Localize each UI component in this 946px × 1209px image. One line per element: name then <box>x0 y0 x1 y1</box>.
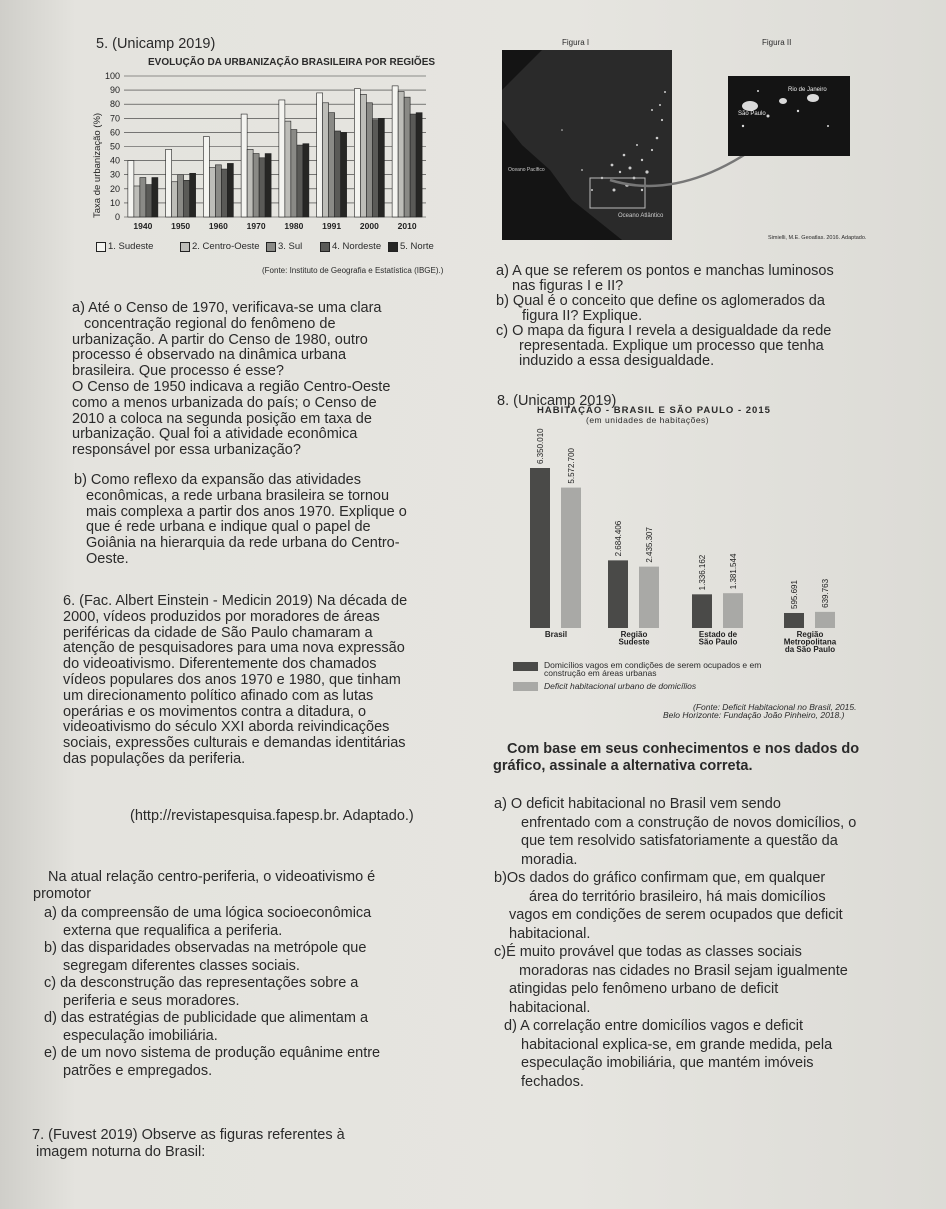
label-sao-paulo: São Paulo <box>738 111 766 117</box>
q5-b-line: b) Como reflexo da expansão das atividades <box>74 472 361 488</box>
q7-a-line: nas figuras I e II? <box>512 277 624 294</box>
bar-1940-series-1 <box>128 161 134 217</box>
q6-option-line: externa que requalifica a periferia. <box>63 922 283 939</box>
q8-option-line: habitacional. <box>509 925 591 942</box>
q7-a-line: a) A que se referem os pontos e manchas luminosos <box>496 263 834 279</box>
housing-category-label: Metropolitana <box>783 637 837 647</box>
q5-a-line: concentração regional do fenômeno de <box>84 315 336 332</box>
q6-text-line: operárias e os movimentos contra a ditadura, o <box>63 703 367 720</box>
housing-bar-4-deficit <box>815 612 835 628</box>
night-map-southeast <box>728 76 850 156</box>
legend-label: 3. Sul <box>278 241 303 252</box>
q8-prompt-2: gráfico, assinale a alternativa correta. <box>493 758 753 774</box>
legend-swatch-dark <box>513 662 538 671</box>
bar-1970-series-4 <box>259 158 265 217</box>
bar-2010-series-2 <box>398 92 404 217</box>
q7-c-line: c) O mapa da figura I revela a desigualdade da rede <box>496 323 832 339</box>
legend-swatch <box>320 242 330 252</box>
q6-text-line: das populações da periferia. <box>63 751 246 767</box>
bar-2010-series-4 <box>410 114 416 217</box>
bar-1980-series-2 <box>285 121 291 217</box>
figures-credit: Simielli, M.E. Geoatlas. 2016. Adaptado. <box>768 235 867 241</box>
q8-option-line: que tem resolvido satisfatoriamente a questão da <box>521 833 838 849</box>
bar-1940-series-3 <box>140 178 146 217</box>
x-tick-label: 1950 <box>171 221 191 231</box>
bar-2010-series-3 <box>404 97 410 217</box>
legend-swatch-light <box>513 682 538 691</box>
y-tick-label: 100 <box>104 71 120 81</box>
y-tick-label: 50 <box>109 141 120 152</box>
bar-2000-series-1 <box>354 89 360 217</box>
y-tick-label: 0 <box>114 212 120 222</box>
legend-swatch <box>180 242 190 252</box>
bar-1950-series-1 <box>166 149 172 217</box>
x-tick-label: 1940 <box>133 221 153 231</box>
bar-2000-series-3 <box>366 103 372 217</box>
bar-1970-series-5 <box>265 154 271 217</box>
figure-1-label: Figura I <box>562 38 590 47</box>
q5-a-line: a) Até o Censo de 1970, verificava-se uma clara <box>72 300 382 316</box>
q5-a-line: processo é observado na dinâmica urbana <box>72 347 347 364</box>
q5-a-line: brasileira. Que processo é esse? <box>72 363 284 380</box>
bar-2010-series-1 <box>392 86 398 217</box>
q8-option-line[interactable]: b)Os dados do gráfico confirmam que, em qualquer <box>494 870 826 886</box>
housing-chart <box>508 420 888 660</box>
q8-option-line[interactable]: c)É muito provável que todas as classes sociais <box>494 944 802 960</box>
q5-b-line: mais complexa a partir dos anos 1970. Explique o <box>86 503 407 520</box>
housing-category-label: Sudeste <box>618 637 650 647</box>
q8-option-line[interactable]: d) A correlação entre domicílios vagos e deficit <box>504 1018 804 1034</box>
q8-prompt-1: Com base em seus conhecimentos e nos dados do <box>507 741 860 757</box>
q6-text-line: videoativismo do século XXI aborda reivindicações <box>63 719 390 736</box>
q6-prompt-line: promotor <box>33 886 92 902</box>
q8-header: 8. (Unicamp 2019) <box>497 393 617 409</box>
housing-value-label: 1.336.162 <box>698 554 707 591</box>
legend-label: 5. Norte <box>400 241 434 252</box>
q6-option-line: segregam diferentes classes sociais. <box>63 957 300 974</box>
bar-1950-series-4 <box>184 180 190 217</box>
housing-category-label: Brasil <box>544 630 568 639</box>
x-tick-label: 2000 <box>359 221 379 231</box>
q6-option-line: periferia e seus moradores. <box>63 992 240 1009</box>
bar-1950-series-2 <box>172 182 178 217</box>
q6-source: (http://revistapesquisa.fapesp.br. Adaptado.) <box>130 808 414 824</box>
q6-text-line: 2000, vídeos produzidos por moradores de áreas <box>63 608 380 625</box>
housing-value-label: 639.763 <box>821 578 830 608</box>
q8-option-line: habitacional. <box>509 999 591 1016</box>
bar-1960-series-2 <box>209 168 215 217</box>
housing-bar-1-vacant <box>530 468 550 628</box>
bar-1950-series-5 <box>190 173 196 217</box>
q8-option-line[interactable]: a) O deficit habitacional no Brasil vem sendo <box>494 796 781 812</box>
q5-a-line: urbanização. A partir do Censo de 1980, outro <box>72 331 368 348</box>
housing-category-label: Estado de <box>698 630 738 639</box>
q8-source-1: (Fonte: Deficit Habitacional no Brasil, 2015. <box>693 702 857 712</box>
legend-label: 1. Sudeste <box>108 241 154 252</box>
bar-1991-series-5 <box>341 132 347 217</box>
bar-1960-series-3 <box>215 165 221 217</box>
housing-category-label: Região <box>620 630 648 639</box>
q8-option-line: atingidas pelo fenômeno urbano de deficit <box>509 981 779 997</box>
bar-1940-series-4 <box>146 185 152 217</box>
q5-a-line: responsável por essa urbanização? <box>72 442 301 459</box>
label-pacific: Oceano Pacífico <box>508 167 545 173</box>
bar-1970-series-3 <box>253 154 259 217</box>
q6-text-line: do videoativismo. Diferentemente dos chamados <box>63 656 377 673</box>
x-tick-label: 1960 <box>208 221 228 231</box>
bar-1980-series-5 <box>303 144 309 217</box>
legend-light: Deficit habitacional urbano de domicílios <box>544 681 697 691</box>
bar-1970-series-2 <box>247 149 253 217</box>
q6-text-line: 6. (Fac. Albert Einstein - Medicin 2019) Na década de <box>63 593 408 609</box>
legend-label: 4. Nordeste <box>332 241 382 252</box>
bar-1960-series-5 <box>227 163 233 217</box>
q6-option-line: especulação imobiliária. <box>63 1027 218 1044</box>
legend-dark-line1: Domicílios vagos em condições de serem ocupados e em <box>544 660 762 670</box>
q8-option-line: fechados. <box>521 1073 584 1090</box>
q6-option-line[interactable]: c) da desconstrução das representações sobre a <box>44 975 359 991</box>
q5-a-line: 2010 a coloca na segunda posição em taxa de <box>72 410 372 427</box>
q6-text-line: sociais, expressões culturais e demandas identitárias <box>63 735 406 752</box>
housing-bar-2-deficit <box>639 567 659 628</box>
housing-value-label: 595.691 <box>790 580 799 609</box>
q6-option-line: patrões e empregados. <box>63 1062 213 1079</box>
housing-value-label: 1.381.544 <box>729 553 738 590</box>
bar-1940-series-5 <box>152 178 158 217</box>
bar-2000-series-4 <box>372 120 378 217</box>
x-tick-label: 1970 <box>246 221 266 231</box>
q8-option-line: especulação imobiliária, que mantém imóveis <box>521 1055 814 1071</box>
q6-text-line: um direcionamento político afinado com as lutas <box>63 687 374 704</box>
chart1-title: EVOLUÇÃO DA URBANIZAÇÃO BRASILEIRA POR REGIÕES <box>148 57 436 68</box>
housing-value-label: 2.435.307 <box>645 527 654 563</box>
housing-bar-4-vacant <box>784 613 804 628</box>
q6-text-line: periféricas da cidade de São Paulo chamaram a <box>63 624 373 641</box>
legend-swatch <box>388 242 398 252</box>
q7-header-line: imagem noturna do Brasil: <box>36 1144 206 1160</box>
bar-2000-series-5 <box>378 118 384 217</box>
bar-1991-series-2 <box>323 103 329 217</box>
q8-option-line: área do território brasileiro, há mais domicílios <box>529 888 826 905</box>
bar-1980-series-1 <box>279 100 285 217</box>
q6-text-line: atenção de pesquisadores para uma nova expressão <box>63 640 405 657</box>
label-rio: Rio de Janeiro <box>788 87 827 93</box>
q8-source-2: Belo Horizonte: Fundação João Pinheiro, 2018.) <box>663 710 845 720</box>
housing-bar-3-vacant <box>692 594 712 628</box>
legend-swatch <box>96 242 106 252</box>
label-atlantic: Oceano Atlântico <box>618 213 664 219</box>
q5-source: (Fonte: Instituto de Geografia e Estatística (IBGE).) <box>262 266 444 275</box>
y-tick-label: 80 <box>109 99 120 110</box>
bar-1991-series-1 <box>317 93 323 217</box>
y-tick-label: 30 <box>109 169 120 180</box>
x-tick-label: 1980 <box>284 221 304 231</box>
bar-1991-series-3 <box>329 113 335 217</box>
q6-option-line[interactable]: a) da compreensão de uma lógica socioeconômica <box>44 905 372 921</box>
bar-2010-series-5 <box>416 113 422 217</box>
q5-b-line: econômicas, a rede urbana brasileira se tornou <box>86 487 390 504</box>
bar-1960-series-1 <box>203 137 209 217</box>
q8-option-line: enfrentado com a construção de novos domicílios, o <box>521 814 857 831</box>
q8-option-line: moradia. <box>521 851 578 868</box>
q8-option-line: moradoras nas cidades no Brasil sejam igualmente <box>519 962 848 979</box>
q6-option-line[interactable]: d) das estratégias de publicidade que alimentam a <box>44 1010 369 1026</box>
legend-label: 2. Centro-Oeste <box>192 241 260 252</box>
q5-b-line: Oeste. <box>86 551 129 567</box>
q6-prompt-line: Na atual relação centro-periferia, o videoativismo é <box>48 869 376 885</box>
legend-swatch <box>266 242 276 252</box>
q8-option-line: habitacional explica-se, em grande medida, pela <box>521 1036 833 1053</box>
chart1-y-axis-label: Taxa de urbanização (%) <box>92 112 103 218</box>
y-tick-label: 40 <box>109 155 120 166</box>
q6-text-line: vídeos populares dos anos 1970 e 1980, que tinham <box>63 672 401 688</box>
bar-1970-series-1 <box>241 114 247 217</box>
housing-bar-2-vacant <box>608 560 628 628</box>
q7-header-line: 7. (Fuvest 2019) Observe as figuras referentes à <box>32 1127 345 1143</box>
q6-option-line[interactable]: b) das disparidades observadas na metrópole que <box>44 940 367 956</box>
q5-a-line: urbanização. Qual foi a atividade econômica <box>72 426 358 443</box>
y-tick-label: 20 <box>109 183 120 194</box>
housing-bar-3-deficit <box>723 593 743 628</box>
bar-2000-series-2 <box>360 94 366 217</box>
housing-category-label: São Paulo <box>698 637 738 647</box>
q7-c-line: induzido a essa desigualdade. <box>519 353 715 369</box>
housing-category-label: da São Paulo <box>784 645 836 654</box>
chart2-title: HABITAÇÃO - BRASIL E SÃO PAULO - 2015 <box>537 405 771 416</box>
q5-a-line: O Censo de 1950 indicava a região Centro-Oeste <box>72 379 391 395</box>
y-tick-label: 90 <box>109 85 120 96</box>
q7-c-line: representada. Explique um processo que tenha <box>519 338 824 354</box>
bar-1991-series-4 <box>335 131 341 217</box>
chart2-subtitle: (em unidades de habitações) <box>586 415 710 425</box>
q8-option-line: vagos em condições de serem ocupados que deficit <box>509 907 843 923</box>
y-tick-label: 10 <box>109 197 120 208</box>
housing-value-label: 2.684.406 <box>614 520 623 557</box>
bar-1950-series-3 <box>178 175 184 217</box>
q7-b-line: figura II? Explique. <box>522 307 643 324</box>
q6-option-line[interactable]: e) de um novo sistema de produção equânime entre <box>44 1045 381 1061</box>
bar-1940-series-2 <box>134 186 140 217</box>
housing-value-label: 5.572.700 <box>567 447 576 484</box>
legend-dark-line2: construção em áreas urbanas <box>544 668 657 678</box>
housing-category-label: Região <box>796 630 824 639</box>
y-tick-label: 70 <box>109 113 120 124</box>
bar-1980-series-3 <box>291 130 297 217</box>
x-tick-label: 1991 <box>322 221 342 231</box>
q5-header: 5. (Unicamp 2019) <box>96 36 216 52</box>
q5-b-line: que é rede urbana e indique qual o papel de <box>86 519 371 536</box>
housing-value-label: 6.350.010 <box>536 428 545 464</box>
x-tick-label: 2010 <box>397 221 417 231</box>
q5-b-line: Goiânia na hierarquia da rede urbana do Centro- <box>86 535 400 552</box>
urbanization-chart <box>80 68 440 258</box>
y-tick-label: 60 <box>109 127 120 138</box>
q5-a-line: como a menos urbanizada do país; o Censo de <box>72 394 377 411</box>
figure-2-label: Figura II <box>762 38 792 47</box>
bar-1980-series-4 <box>297 145 303 217</box>
housing-bar-1-deficit <box>561 488 581 628</box>
q7-b-line: b) Qual é o conceito que define os aglomerados da <box>496 293 825 309</box>
bar-1960-series-4 <box>221 169 227 217</box>
